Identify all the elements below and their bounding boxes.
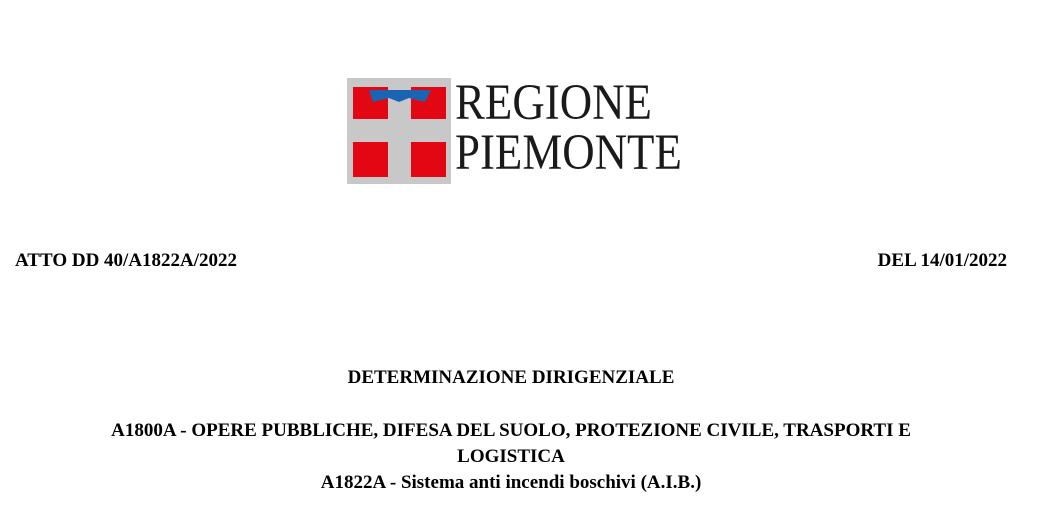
sector-line: A1822A - Sistema anti incendi boschivi (A.I.B.)	[320, 472, 702, 493]
directorate-line-1: A1800A - OPERE PUBBLICHE, DIFESA DEL SUOLO, PROTEZIONE CIVILE, TRASPORTI E	[111, 420, 911, 441]
logo-wordmark	[455, 75, 682, 181]
document-type-title: DETERMINAZIONE DIRIGENZIALE	[347, 367, 675, 388]
logo-line-piemonte: PIEMONTE	[455, 125, 682, 181]
directorate-block	[0, 418, 1022, 496]
logo-line-regione: REGIONE	[455, 75, 652, 131]
regione-piemonte-logo	[347, 75, 682, 184]
act-date: DEL 14/01/2022	[877, 250, 1007, 271]
act-number: ATTO DD 40/A1822A/2022	[15, 250, 238, 271]
directorate-line-2: LOGISTICA	[457, 446, 565, 467]
piemonte-shield-emblem	[347, 78, 451, 184]
